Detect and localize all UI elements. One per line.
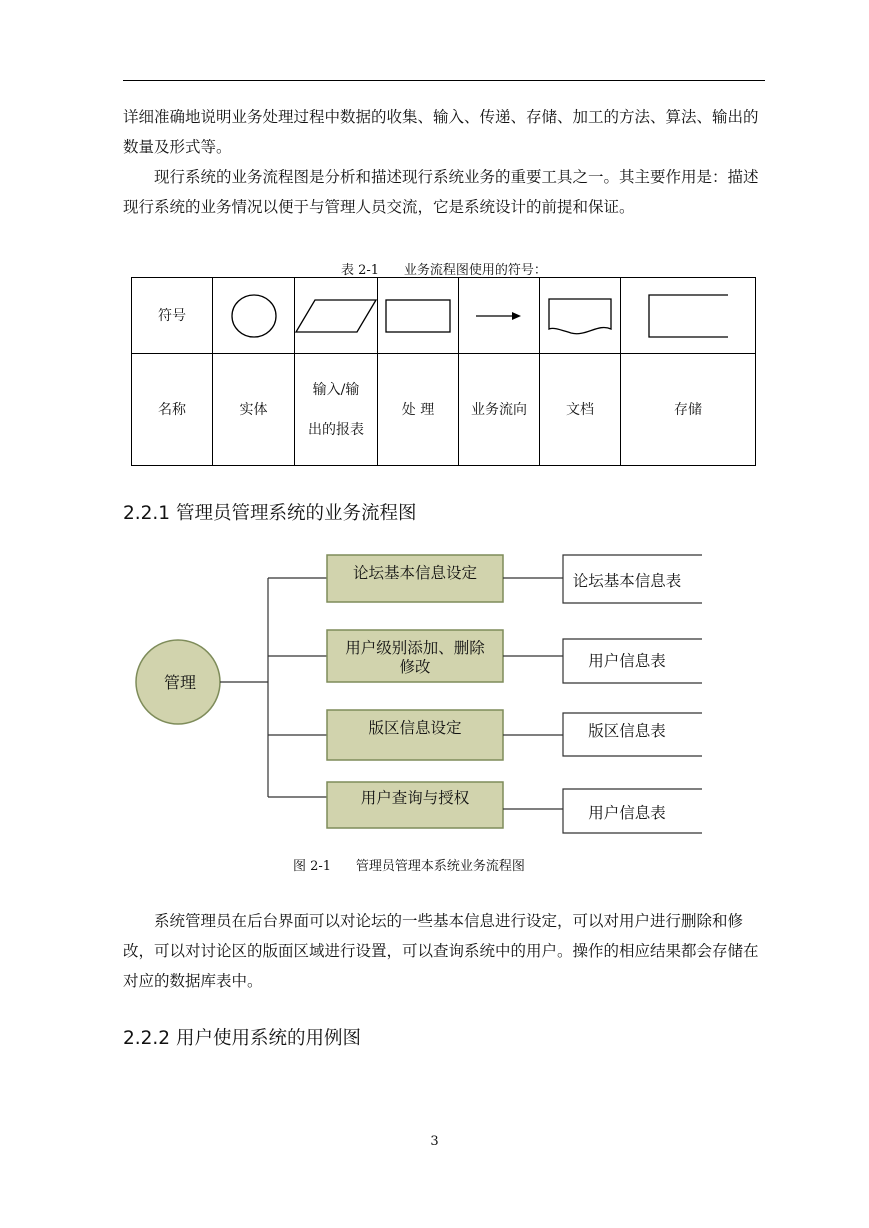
symbol-table xyxy=(131,277,756,466)
name-process: 处 理 xyxy=(378,354,459,466)
document-wave-icon xyxy=(540,278,621,354)
name-header: 名称 xyxy=(132,354,213,466)
paragraph-1: 详细准确地说明业务处理过程中数据的收集、输入、传递、存储、加工的方法、算法、输出的数量及形式等。 xyxy=(123,108,759,156)
data-store-label-2: 用户信息表 xyxy=(588,652,666,670)
symbol-row xyxy=(132,278,756,354)
process-label-4: 用户查询与授权 xyxy=(360,789,470,807)
name-flow: 业务流向 xyxy=(459,354,540,466)
header-rule xyxy=(123,80,765,81)
flow-arrow-icon xyxy=(459,278,540,354)
business-flow-diagram xyxy=(130,545,705,840)
name-storage: 存储 xyxy=(621,354,756,466)
process-label-1: 论坛基本信息设定 xyxy=(352,564,478,582)
name-io-line2: 出的报表 xyxy=(308,421,364,438)
entity-circle-icon xyxy=(213,278,295,354)
data-store-label-4: 用户信息表 xyxy=(588,804,666,822)
symbol-header: 符号 xyxy=(132,278,213,354)
paragraph-3: 系统管理员在后台界面可以对论坛的一些基本信息进行设定，可以对用户进行删除和修改，可以对讨论区的版面区域进行设置，可以查询系统中的用户。操作的相应结果都会存储在对应的数据库表中。 xyxy=(123,912,759,990)
process-rectangle-icon xyxy=(378,278,459,354)
io-parallelogram-icon xyxy=(295,278,378,354)
paragraph-2: 现行系统的业务流程图是分析和描述现行系统业务的重要工具之一。其主要作用是：描述现行系统的业务情况以便于与管理人员交流，它是系统设计的前提和保证。 xyxy=(123,168,759,216)
root-node-label: 管理 xyxy=(163,673,197,692)
name-row xyxy=(132,354,756,466)
name-entity: 实体 xyxy=(213,354,295,466)
data-store-label-3: 版区信息表 xyxy=(588,722,666,740)
section-heading-2-2-2: 2.2.2 用户使用系统的用例图 xyxy=(123,1028,361,1049)
figure-caption: 图 2-1 管理员管理本系统业务流程图 xyxy=(293,859,525,874)
storage-open-rect-icon xyxy=(621,278,756,354)
process-label-2-line2: 修改 xyxy=(399,658,431,676)
section-heading-2-2-1: 2.2.1 管理员管理系统的业务流程图 xyxy=(123,503,417,524)
name-io-line1: 输入/输 xyxy=(312,381,360,398)
process-label-2-line1: 用户级别添加、删除 xyxy=(345,639,485,657)
table-caption: 表 2-1 业务流程图使用的符号： xyxy=(341,263,547,278)
name-document: 文档 xyxy=(540,354,621,466)
data-store-label-1: 论坛基本信息表 xyxy=(572,572,682,590)
name-io-report xyxy=(295,354,378,466)
process-label-3: 版区信息设定 xyxy=(368,719,462,737)
page-number: 3 xyxy=(430,1134,439,1149)
